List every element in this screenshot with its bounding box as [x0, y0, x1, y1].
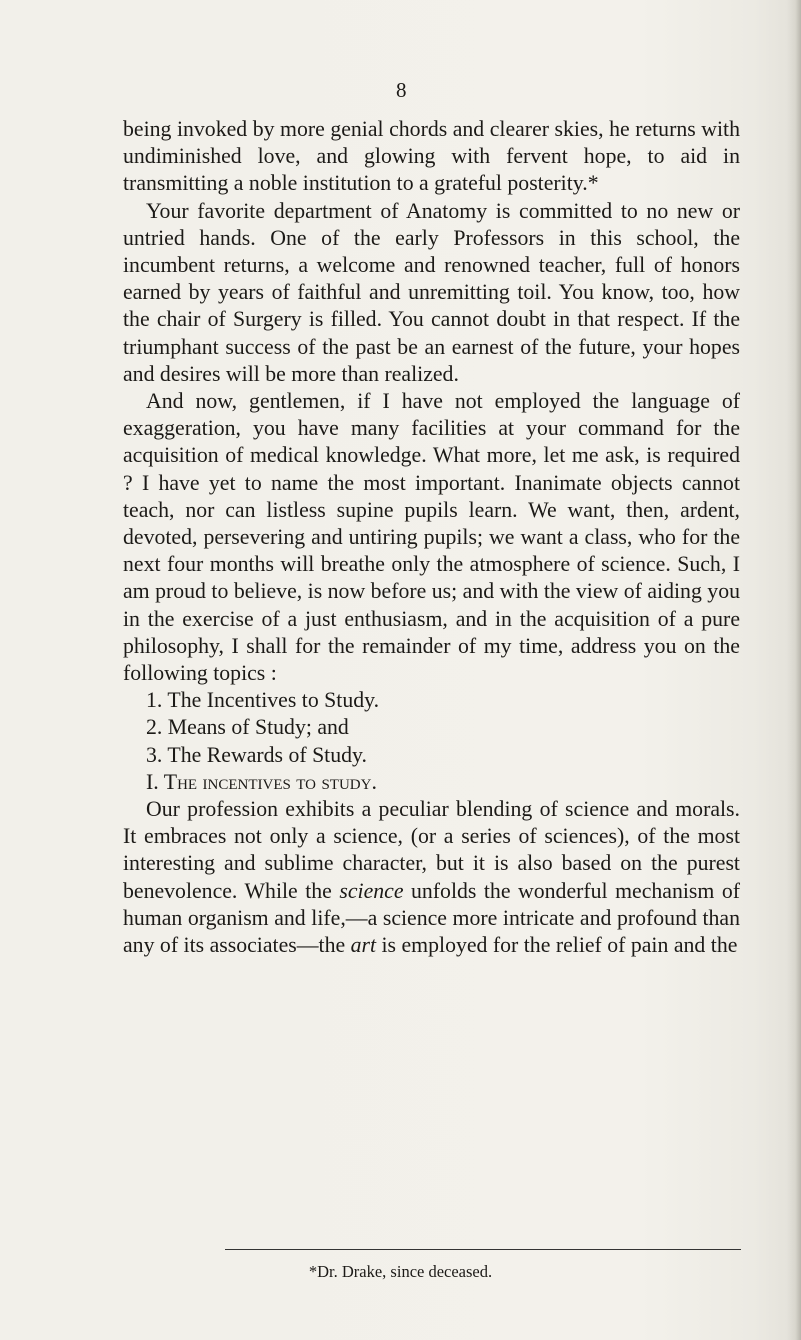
paragraph-anatomy: Your favorite department of Anatomy is committed to no new or untried hands. One of the early Professors in this school, the incumbent returns, a welcome and renowned teacher, full of honors earned by years of faithful and unremitting toil. You know, too, how the chair of Surgery is filled. You cannot doubt in that respect. If the triumphant success of the past be an earnest of the future, your hopes and desires will be more than realized.	[123, 198, 740, 386]
topic-item: 3. The Rewards of Study.	[146, 742, 367, 767]
page-number: 8	[396, 78, 407, 102]
body-text	[123, 116, 740, 959]
paragraph-text: is employed for the relief of pain and the	[376, 933, 738, 958]
topic-item: 2. Means of Study; and	[146, 715, 349, 740]
page-edge-shadow	[787, 0, 801, 1340]
paragraph-text: unfolds the wonderful mechanism of human organism and life,—a science more intricate and profound than any of its associates—the	[123, 878, 740, 958]
paragraph-profession	[123, 796, 740, 959]
paragraph-facilities: And now, gentlemen, if I have not employed the language of exaggeration, you have many facilities at your command for the acquisition of medical knowledge. What more, let me ask, is required ? I have yet to name the most important. Inanimate objects cannot teach, nor can listless supine pupils learn. We want, then, ardent, devoted, persevering and untiring pupils; we want a class, who for the next four months will breathe only the atmosphere of science. Such, I am proud to believe, is now before us; and with the view of aiding you in the exercise of a just enthusiasm, and in the acquisition of a pure philosophy, I shall for the remainder of my time, address you on the following topics :	[123, 389, 740, 686]
paragraph-continued: being invoked by more genial chords and clearer skies, he returns with undiminished love, and glowing with fervent hope, to aid in transmitting a noble institution to a grateful posterity.*	[123, 117, 740, 196]
emphasis-art: art	[350, 933, 377, 958]
footnote: *Dr. Drake, since deceased.	[308, 1262, 493, 1281]
paragraph-text: Our profession exhibits a peculiar blending of science and morals. It embraces not only a science, (or a series of sciences), of the most interesting and sublime character, but it is also based on the purest benevolence. While the	[123, 797, 740, 903]
section-heading: I. The incentives to study.	[146, 769, 377, 794]
footnote-divider	[225, 1249, 741, 1250]
emphasis-science: science	[339, 878, 404, 903]
topic-item: 1. The Incentives to Study.	[146, 688, 380, 713]
